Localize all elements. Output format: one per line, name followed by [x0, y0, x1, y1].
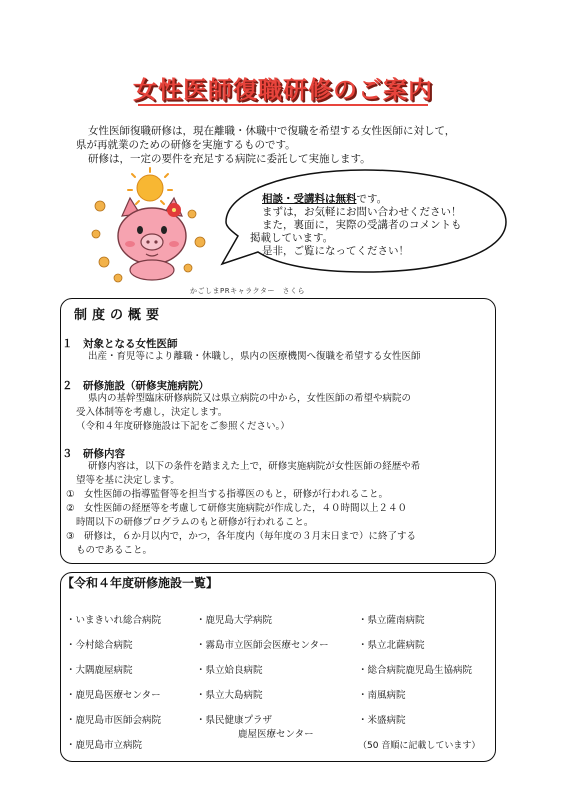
- facility-item: ・鹿児島医療センター: [66, 690, 161, 701]
- facility-item: ・大隅鹿屋病院: [66, 665, 133, 676]
- facility-item: ・総合病院鹿児島生協病院: [358, 665, 473, 676]
- bubble-emphasis-suffix: です。: [356, 193, 388, 205]
- section-3-item-2-b: 時間以下の研修プログラムのもと研修が行われること。: [76, 517, 314, 528]
- section-2-line-3: （令和４年度研修施設は下記をご参照ください。）: [76, 421, 290, 432]
- section-1-heading: １ 対象となる女性医師: [62, 338, 178, 350]
- bubble-line-5: 是非，ご覧になってください！: [262, 245, 409, 257]
- facility-item: ・県立北薩病院: [358, 640, 425, 651]
- title-underline: [138, 104, 428, 106]
- facility-item: ・県立薩南病院: [358, 615, 425, 626]
- section-3-line-2: 望等を基に決定します。: [76, 475, 180, 486]
- section-3-item-3-a: ③ 研修は，６か月以内で，かつ，各年度内（毎年度の３月末日まで）に終了する: [66, 531, 416, 542]
- bubble-line-4: 掲載しています。: [250, 232, 334, 244]
- mascot-caption: かごしまPRキャラクター さくら: [190, 287, 305, 295]
- facility-item: ・いまきいれ総合病院: [66, 615, 162, 626]
- section-3-item-3-b: ものであること。: [76, 545, 153, 556]
- facilities-title: 【令和４年度研修施設一覧】: [62, 576, 219, 590]
- section-2-line-1: 県内の基幹型臨床研修病院又は県立病院の中から，女性医師の希望や病院の: [88, 393, 412, 404]
- intro-line-2: 県が再就業のための研修を実施するものです。: [76, 139, 296, 151]
- bubble-line-2: まずは，お気軽にお問い合わせください！: [262, 206, 462, 218]
- page-title: 女性医師復職研修のご案内: [133, 76, 433, 104]
- section-3-line-1: 研修内容は，以下の条件を踏まえた上で，研修実施病院が女性医師の経歴や希: [88, 461, 421, 472]
- bubble-line-3: また，裏面に，実際の受講者のコメントも: [262, 219, 462, 231]
- free-of-charge-text: 相談・受講料は無料: [262, 193, 357, 205]
- facility-item: ・米盛病院: [358, 715, 406, 726]
- facility-item: ・県民健康プラザ: [196, 715, 273, 726]
- facility-item: ・鹿児島市医師会病院: [66, 715, 162, 726]
- facilities-note: （50 音順に記載しています）: [358, 741, 481, 751]
- facility-item: ・南風病院: [358, 690, 406, 701]
- facility-item: 鹿屋医療センター: [238, 729, 314, 740]
- bubble-text: [250, 193, 502, 258]
- facility-item: ・今村総合病院: [66, 640, 133, 651]
- section-2-line-2: 受入体制等を考慮し，決定します。: [76, 407, 228, 418]
- section-1-text: 出産・育児等により離職・休職し，県内の医療機関へ復職を希望する女性医師: [88, 351, 421, 362]
- section-3-item-2-a: ② 女性医師の経歴等を考慮して研修実施病院が作成した，４０時間以上２４０: [66, 503, 408, 514]
- facility-item: ・霧島市立医師会医療センター: [196, 640, 329, 651]
- section-3-item-1: ① 女性医師の指導監督等を担当する指導医のもと，研修が行われること。: [66, 489, 389, 500]
- intro-line-3: 研修は，一定の要件を充足する病院に委託して実施します。: [88, 153, 371, 165]
- section-2-heading: ２ 研修施設（研修実施病院）: [62, 380, 209, 392]
- pig-mascot-icon: [88, 166, 218, 286]
- facility-item: ・鹿児島市立病院: [66, 740, 143, 751]
- sun-icon: [128, 168, 172, 204]
- facility-item: ・県立大島病院: [196, 690, 263, 701]
- section-3-heading: ３ 研修内容: [62, 448, 125, 460]
- hibiscus-icon: [167, 203, 181, 217]
- intro-line-1: 女性医師復職研修は，現在離職・休職中で復職を希望する女性医師に対して，: [88, 125, 456, 137]
- facility-item: ・県立姶良病院: [196, 665, 263, 676]
- facility-item: ・鹿児島大学病院: [196, 615, 273, 626]
- overview-title: 制度の概要: [74, 308, 165, 323]
